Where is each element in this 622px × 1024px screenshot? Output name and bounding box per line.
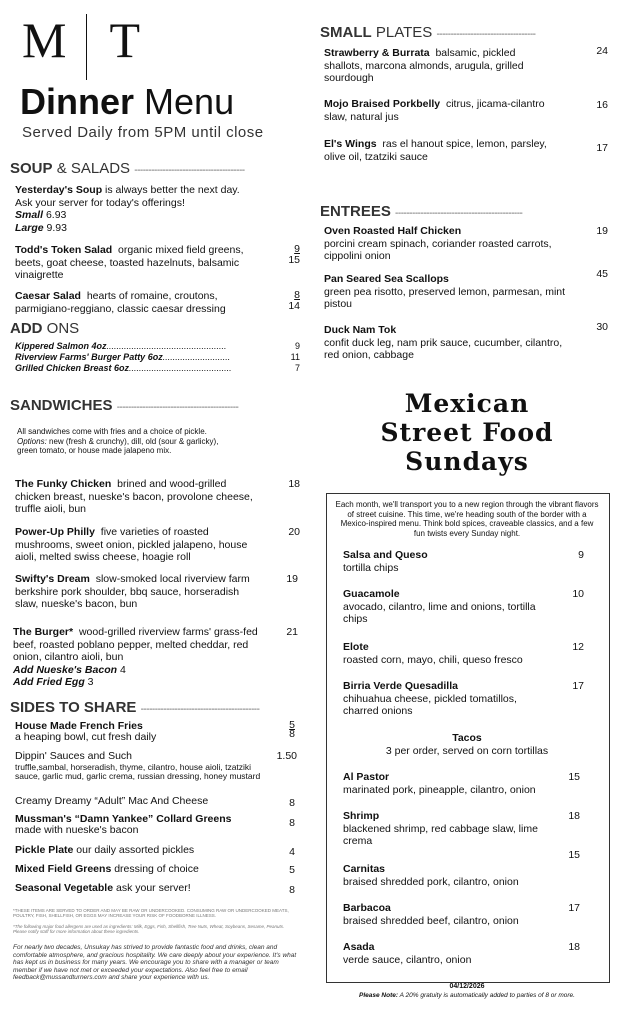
soup-small-label: Small	[15, 209, 44, 221]
small-plate-price: 17	[596, 142, 608, 154]
side-item	[15, 844, 275, 857]
mexican-price: 17	[572, 680, 584, 692]
soup-head-bold: SOUP	[10, 160, 53, 177]
logo-divider	[86, 14, 87, 80]
soup-heading: SOUP & SALADS ---------------------------------------	[10, 160, 245, 177]
entree-name: Duck Nam Tok	[324, 324, 397, 336]
menu-date: 04/12/2026	[449, 983, 485, 990]
small-plate-name: Strawberry & Burrata	[324, 47, 430, 59]
entree-name: Oven Roasted Half Chicken	[324, 225, 462, 237]
caesar-salad	[15, 290, 270, 315]
taco-item	[343, 941, 563, 966]
side-item	[15, 750, 265, 781]
mexican-item	[343, 641, 563, 666]
caesar-desc: hearts of romaine, croutons, parmigiano-reggiano, classic caesar dressing	[15, 290, 226, 315]
sandwich-name: The Funky Chicken	[15, 478, 112, 490]
todd-price-2: 15	[288, 254, 300, 266]
addon-price: 9	[294, 341, 300, 351]
entree-desc: confit duck leg, nam prik sauce, cucumber, cilantro, red onion, cabbage	[324, 336, 563, 361]
caesar-price-1: 8	[294, 289, 300, 301]
soup-desc: is always better the next day.	[105, 184, 240, 196]
mexican-name: Salsa and Queso	[343, 549, 428, 561]
mexican-name: Elote	[343, 641, 369, 653]
mexican-price: 12	[572, 641, 584, 653]
side-price: 8	[289, 884, 295, 896]
side-item	[15, 863, 275, 876]
caesar-price-2: 14	[288, 300, 300, 312]
side-name: Creamy Dreamy “Adult” Mac And Cheese	[15, 795, 209, 807]
taco-item	[343, 810, 543, 848]
taco-item	[343, 902, 563, 927]
addon-name: Riverview Farms' Burger Patty 6oz	[15, 352, 163, 362]
small-plate-price: 24	[596, 45, 608, 57]
entree-item	[324, 225, 564, 263]
caesar-name: Caesar Salad	[15, 290, 81, 302]
side-price: 4	[289, 846, 295, 858]
side-price: 1.50	[276, 750, 297, 762]
entree-price: 19	[596, 225, 608, 237]
mexican-title-2: Street Food	[380, 418, 554, 447]
entree-price: 30	[596, 321, 608, 333]
addon-price: 11	[290, 352, 300, 362]
small-plate-desc: citrus, jicama-cilantro slaw, natural jus	[324, 98, 545, 123]
taco-name: Shrimp	[343, 810, 380, 822]
entree-price: 45	[596, 268, 608, 280]
taco-item	[343, 771, 563, 796]
side-name: House Made French Fries	[15, 720, 143, 732]
raw-food-warning: *THESE ITEMS ARE SERVED TO ORDER AND MAY BE RAW OR UNDERCOOKED. CONSUMING RAW OR UNDERCOOKED MEATS, POULTRY, FISH, SHELLFISH, OR EGGS MAY INCREASE YOUR RISK OF FOODBORNE ILLNESS.	[13, 908, 289, 918]
taco-desc: braised shredded beef, cilantro, onion	[343, 914, 519, 927]
soup-head-rest: & SALADS	[56, 160, 131, 177]
fries-price	[270, 721, 295, 739]
logo	[22, 10, 146, 70]
side-name: Mussman's “Damn Yankee” Collard Greens	[15, 813, 232, 825]
sandwich-desc: wood-grilled riverview farms' grass-fed beef, roasted poblano pepper, melted cheddar, red onion, cilantro aioli, bun	[13, 626, 258, 663]
burger-add-1: Add Nueske's Bacon	[13, 663, 118, 676]
mexican-name: Birria Verde Quesadilla	[343, 680, 458, 692]
side-desc: dressing of choice	[114, 863, 199, 875]
sandwich-desc: brined and wood-grilled chicken breast, nueske's bacon, provolone cheese, truffle aioli, bun	[15, 478, 253, 515]
caesar-price	[280, 290, 300, 312]
small-plates-head-rest: PLATES	[375, 24, 433, 41]
taco-name: Asada	[343, 941, 375, 953]
addon-dots: ...........................	[162, 352, 231, 362]
page-subtitle: Served Daily from 5PM until close	[22, 124, 264, 141]
side-desc: our daily assorted pickles	[76, 844, 195, 856]
sandwich-item	[15, 573, 260, 611]
taco-price: 18	[568, 941, 580, 953]
taco-desc: braised shredded pork, cilantro, onion	[343, 875, 519, 888]
sandwich-price: 18	[288, 478, 300, 490]
sandwiches-intro-2: new (fresh & crunchy), dill, old (sour & garlicky),	[49, 436, 219, 446]
side-price: 8	[289, 797, 295, 809]
sandwiches-intro	[17, 427, 297, 456]
todd-desc: organic mixed field greens, beets, goat cheese, toasted hazelnuts, balsamic vinaigrette	[15, 244, 244, 281]
sandwiches-intro-3: green tomato, or house made jalapeno mix.	[17, 446, 172, 455]
sandwich-name: Swifty's Dream	[15, 573, 90, 585]
small-plate-price: 16	[596, 99, 608, 111]
small-plate-desc: balsamic, pickled shallots, marcona almonds, arugula, grilled sourdough	[324, 47, 524, 84]
taco-desc: verde sauce, cilantro, onion	[343, 953, 472, 966]
mexican-desc: tortilla chips	[343, 561, 399, 574]
entrees-head: ENTREES	[320, 203, 391, 220]
addon-name: Grilled Chicken Breast 6oz	[15, 363, 130, 373]
taco-price: 15	[568, 849, 580, 861]
small-plates-heading: SMALL PLATES -----------------------------------	[320, 24, 536, 41]
sandwich-item	[15, 526, 260, 564]
mexican-item	[343, 680, 543, 718]
sandwich-name: Power-Up Philly	[15, 526, 95, 538]
mexican-item	[343, 549, 563, 574]
note-label: Please Note:	[359, 992, 399, 999]
addon-price: 7	[294, 363, 300, 373]
page-title	[20, 80, 234, 124]
sandwich-price: 19	[286, 573, 298, 585]
entree-name: Pan Seared Sea Scallops	[324, 273, 449, 285]
taco-desc: blackened shrimp, red cabbage slaw, lime crema	[343, 822, 538, 847]
side-price: 5	[289, 864, 295, 876]
small-plate-item	[324, 47, 544, 85]
sandwich-item	[13, 626, 263, 689]
addon-row	[15, 341, 300, 352]
side-item	[15, 882, 275, 895]
sides-head: SIDES TO SHARE	[10, 699, 137, 716]
fries-price-2: 8	[289, 728, 295, 740]
sandwich-item	[15, 478, 255, 516]
logo-letter-m: M	[22, 12, 73, 68]
tacos-head: Tacos	[452, 732, 482, 744]
allergen-note: *The following major food allergens are used as ingredients: Milk, Eggs, Fish, Shellfish, Tree Nuts, Wheat, Soybeans, Sesame, Peanuts. Please notify staff for more information about these ingredients.	[13, 924, 285, 934]
mexican-title-3: Sundays	[405, 447, 529, 476]
side-desc: truffle,sambal, horseradish, thyme, cilantro, house aioli, tzatziki sauce, garlic mud, garlic crema, russian dressing, honey mustard	[15, 761, 261, 781]
burger-add-1-price: 4	[119, 663, 126, 676]
burger-add-2: Add Fried Egg	[13, 676, 85, 688]
note-text: A 20% gratuity is automatically added to parties of 8 or more.	[399, 992, 575, 999]
sandwiches-head: SANDWICHES	[10, 397, 113, 414]
side-name: Pickle Plate	[15, 844, 74, 856]
taco-price: 17	[568, 902, 580, 914]
addon-row	[15, 363, 300, 374]
addons-head-rest: ONS	[46, 320, 80, 337]
small-plate-name: El's Wings	[324, 138, 377, 150]
small-plate-item	[324, 98, 564, 123]
soup-item	[15, 184, 265, 234]
addons-list	[15, 341, 300, 374]
sandwich-price: 20	[288, 526, 300, 538]
soup-name: Yesterday's Soup	[15, 184, 103, 196]
addon-dots: .........................................	[129, 363, 232, 373]
side-item	[15, 814, 275, 836]
taco-name: Al Pastor	[343, 771, 390, 783]
addon-dots: ................................................	[106, 341, 227, 351]
mexican-price: 9	[578, 549, 584, 561]
small-plate-item	[324, 138, 564, 163]
soup-large-label: Large	[15, 221, 44, 234]
side-name: Seasonal Vegetable	[15, 882, 114, 894]
side-desc: ask your server!	[115, 882, 191, 894]
burger-add-2-price: 3	[87, 676, 94, 688]
taco-price: 18	[568, 810, 580, 822]
mexican-title-1: Mexican	[404, 389, 530, 418]
todd-price-1: 9	[294, 243, 300, 255]
side-desc: made with nueske's bacon	[15, 824, 139, 836]
small-plates-head-bold: SMALL	[320, 24, 372, 41]
sandwich-name: The Burger*	[13, 626, 74, 638]
mexican-desc: chihuahua cheese, pickled tomatillos, charred onions	[343, 692, 517, 717]
soup-desc-2: Ask your server for today's offerings!	[15, 196, 185, 209]
side-item	[15, 721, 265, 743]
mexican-item	[343, 588, 543, 626]
entree-item	[324, 324, 564, 362]
mexican-name: Guacamole	[343, 588, 400, 600]
taco-desc: marinated pork, pineapple, cilantro, onion	[343, 783, 536, 796]
tacos-header	[326, 732, 608, 757]
addon-name: Kippered Salmon 4oz	[15, 341, 107, 351]
side-desc: a heaping bowl, cut fresh daily	[15, 731, 157, 743]
small-plate-desc: ras el hanout spice, lemon, parsley, olive oil, tzatziki sauce	[324, 138, 547, 163]
taco-item	[343, 863, 563, 888]
entree-desc: green pea risotto, preserved lemon, parmesan, mint pistou	[324, 285, 566, 310]
soup-small-price: 6.93	[45, 209, 67, 221]
addon-row	[15, 352, 300, 363]
sides-heading: SIDES TO SHARE ------------------------------------------	[10, 699, 260, 716]
side-name: Mixed Field Greens	[15, 863, 112, 875]
side-name: Dippin' Sauces and Such	[15, 750, 132, 762]
mexican-title	[326, 389, 608, 476]
sandwich-desc: five varieties of roasted mushrooms, sweet onion, pickled jalapeno, house aioli, melted swiss cheese, hoagie roll	[15, 526, 248, 563]
mexican-price: 10	[572, 588, 584, 600]
taco-name: Carnitas	[343, 863, 386, 875]
title-bold: Dinner	[20, 81, 135, 122]
addons-head-bold: ADD	[10, 320, 43, 337]
taco-price: 15	[568, 771, 580, 783]
tacos-sub: 3 per order, served on corn tortillas	[385, 744, 549, 757]
entree-desc: porcini cream spinach, coriander roasted carrots, cippolini onion	[324, 237, 552, 262]
sandwich-desc: slow-smoked local riverview farm berkshire pork shoulder, bbq sauce, horseradish slaw, nueske's bacon, bun	[15, 573, 250, 610]
mexican-desc: avocado, cilantro, lime and onions, tortilla chips	[343, 600, 536, 625]
about-text: For nearly two decades, Unsukay has strived to provide fantastic food and drinks, clean and comfortable atmosphere, and gracious hospitality. We care deeply about your experience. It's what has kept us in business for many years. We encourage you to share with a manager or team member if we have not met or exceeded your expectations. Also feel free to email feedback@mussandturners.com and share your experience with us.	[13, 944, 297, 981]
entree-item	[324, 273, 569, 311]
soup-large-price: 9.93	[46, 221, 67, 234]
todd-salad	[15, 244, 270, 282]
small-plate-name: Mojo Braised Porkbelly	[324, 98, 441, 110]
sandwiches-options-label: Options:	[17, 436, 47, 446]
addons-heading	[10, 320, 79, 337]
todd-price	[280, 244, 300, 266]
entrees-heading: ENTREES ---------------------------------------------	[320, 203, 523, 220]
title-rest: Menu	[144, 81, 235, 122]
sandwich-price: 21	[286, 626, 298, 638]
sandwiches-intro-1: All sandwiches come with fries and a choice of pickle.	[17, 427, 207, 436]
logo-letter-t: T	[109, 12, 147, 68]
mexican-desc: roasted corn, mayo, chili, queso fresco	[343, 653, 523, 666]
side-price: 8	[289, 817, 295, 829]
mexican-intro: Each month, we'll transport you to a new region through the vibrant flavors of street cuisine. This time, we're heading south of the border with a Mexico-inspired menu. Think bold spices, craveable classics, and a few fun twists every Sunday night.	[335, 500, 599, 538]
sandwiches-heading: SANDWICHES -------------------------------------------	[10, 397, 239, 414]
taco-name: Barbacoa	[343, 902, 391, 914]
todd-name: Todd's Token Salad	[15, 244, 113, 256]
fries-price-1: 5	[289, 719, 295, 731]
gratuity-note	[326, 992, 608, 999]
